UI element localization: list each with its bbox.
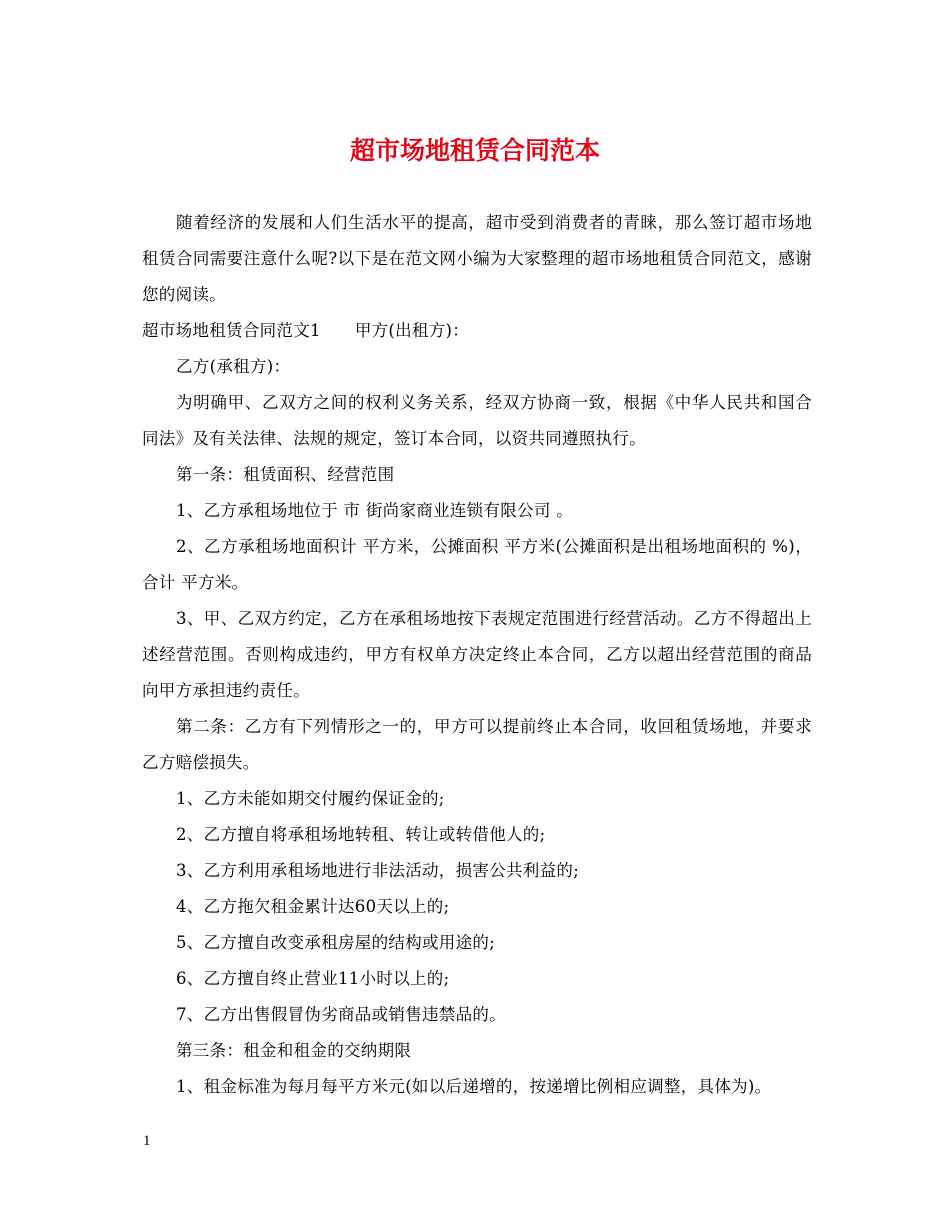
party-a-label: 甲方(出租方)： [354,321,470,340]
paragraph-intro: 随着经济的发展和人们生活水平的提高，超市受到消费者的青睐，那么签订超市场地租赁合同需要注意什么呢?以下是在范文网小编为大家整理的超市场地租赁合同范文，感谢您的阅读。 [142,213,812,304]
page-number: 1 [143,1133,151,1149]
document-title: 超市场地租赁合同范本 [349,136,600,165]
paragraph-preamble: 为明确甲、乙双方之间的权利义务关系，经双方协商一致，根据《中华人民共和国合同法》及有关法律、法规的规定，签订本合同，以资共同遵照执行。 [142,393,812,448]
article-1-item-2: 2、乙方承租场地面积计 平方米，公摊面积 平方米(公摊面积是出租场地面积的 %)，合计 平方米。 [142,537,812,592]
article-2-heading: 第二条：乙方有下列情形之一的，甲方可以提前终止本合同，收回租赁场地，并要求乙方赔偿损失。 [142,717,812,772]
article-2-item-6: 6、乙方擅自终止营业11小时以上的; [176,969,450,988]
article-2-item-7: 7、乙方出售假冒伪劣商品或销售违禁品的。 [176,1005,506,1024]
article-2-item-5: 5、乙方擅自改变承租房屋的结构或用途的; [176,933,496,952]
article-2-item-3: 3、乙方利用承租场地进行非法活动，损害公共利益的; [176,861,580,880]
paragraph-heading-sample [142,313,812,349]
article-3-heading: 第三条：租金和租金的交纳期限 [176,1041,412,1060]
article-1-item-1: 1、乙方承租场地位于 市 街尚家商业连锁有限公司 。 [176,501,574,520]
document-body [142,205,812,1105]
article-2-item-4: 4、乙方拖欠租金累计达60天以上的; [176,897,450,916]
article-2-item-1: 1、乙方未能如期交付履约保证金的; [176,789,445,808]
party-b-label: 乙方(承租方)： [176,357,291,376]
article-2-item-2: 2、乙方擅自将承租场地转租、转让或转借他人的; [176,825,546,844]
article-1-item-3: 3、甲、乙双方约定，乙方在承租场地按下表规定范围进行经营活动。乙方不得超出上述经营范围。否则构成违约，甲方有权单方决定终止本合同，乙方以超出经营范围的商品向甲方承担违约责任。 [142,609,812,700]
sample-heading: 超市场地租赁合同范文1 [142,321,321,340]
article-1-heading: 第一条：租赁面积、经营范围 [176,465,395,484]
article-3-item-1: 1、租金标准为每月每平方米元(如以后递增的，按递增比例相应调整，具体为)。 [176,1077,772,1096]
